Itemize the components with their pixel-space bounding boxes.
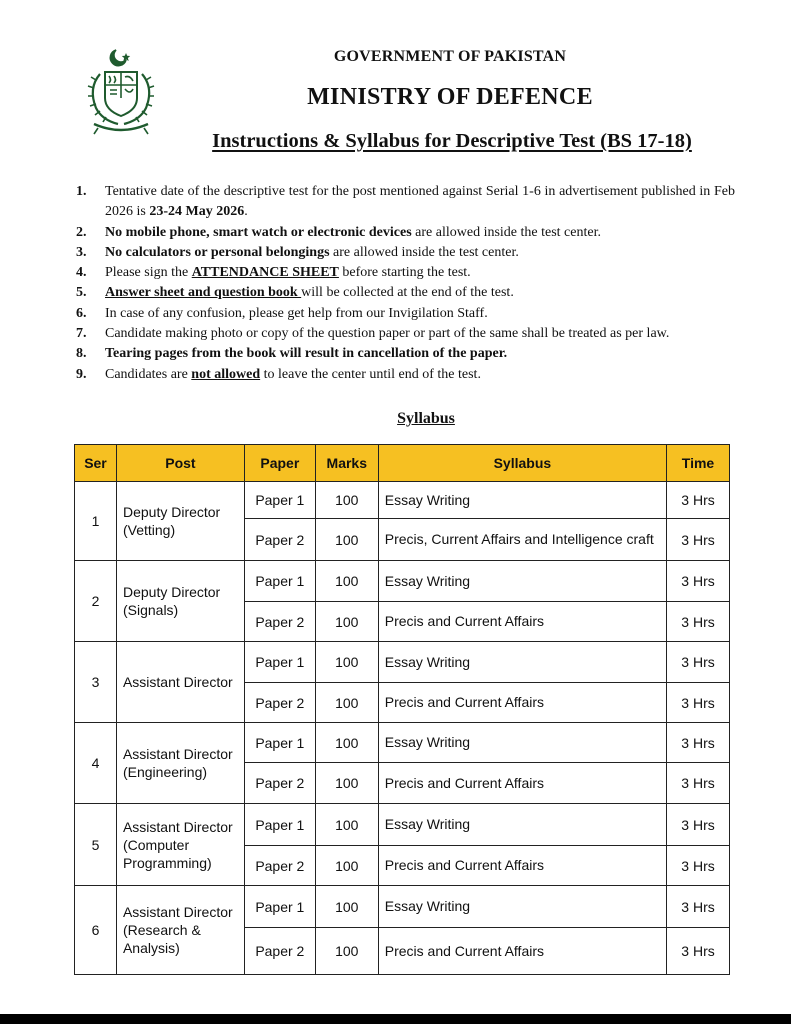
instructions-list bbox=[70, 182, 735, 385]
ser-cell: 6 bbox=[75, 886, 117, 975]
column-header-syllabus: Syllabus bbox=[378, 445, 666, 482]
instruction-text: Please sign the ATTENDANCE SHEET before starting the test. bbox=[105, 265, 471, 281]
syllabus-cell: Essay Writing bbox=[378, 804, 666, 846]
column-header-paper: Paper bbox=[244, 445, 315, 482]
table-row bbox=[75, 561, 730, 602]
marks-cell: 100 bbox=[315, 482, 378, 519]
time-cell: 3 Hrs bbox=[667, 804, 730, 846]
marks-cell: 100 bbox=[315, 928, 378, 975]
instruction-number: 2. bbox=[76, 224, 87, 240]
bottom-border bbox=[0, 1014, 791, 1024]
instruction-item bbox=[70, 182, 735, 223]
paper-cell: Paper 1 bbox=[244, 804, 315, 846]
instruction-number: 4. bbox=[76, 265, 87, 281]
syllabus-cell: Essay Writing bbox=[378, 642, 666, 683]
paper-cell: Paper 1 bbox=[244, 561, 315, 602]
instruction-number: 6. bbox=[76, 305, 87, 321]
syllabus-table bbox=[74, 444, 730, 975]
ser-cell: 4 bbox=[75, 723, 117, 804]
post-cell: Assistant Director (Computer Programming) bbox=[116, 804, 244, 886]
time-cell: 3 Hrs bbox=[667, 561, 730, 602]
instruction-item bbox=[70, 344, 735, 364]
marks-cell: 100 bbox=[315, 723, 378, 763]
ser-cell: 2 bbox=[75, 561, 117, 642]
table-row bbox=[75, 723, 730, 763]
syllabus-cell: Precis and Current Affairs bbox=[378, 846, 666, 886]
post-cell: Assistant Director (Research & Analysis) bbox=[116, 886, 244, 975]
syllabus-cell: Precis, Current Affairs and Intelligence craft bbox=[378, 519, 666, 561]
time-cell: 3 Hrs bbox=[667, 763, 730, 804]
instruction-item bbox=[70, 283, 735, 303]
instruction-text: Candidate making photo or copy of the question paper or part of the same shall be treated as per law. bbox=[105, 326, 670, 342]
syllabus-heading: Syllabus bbox=[397, 410, 455, 427]
syllabus-cell: Essay Writing bbox=[378, 723, 666, 763]
instruction-text: Tearing pages from the book will result in cancellation of the paper. bbox=[105, 346, 508, 362]
instruction-number: 7. bbox=[76, 326, 87, 342]
syllabus-cell: Essay Writing bbox=[378, 886, 666, 928]
instruction-text: Candidates are not allowed to leave the center until end of the test. bbox=[105, 366, 481, 382]
syllabus-cell: Essay Writing bbox=[378, 561, 666, 602]
time-cell: 3 Hrs bbox=[667, 683, 730, 723]
ser-cell: 5 bbox=[75, 804, 117, 886]
marks-cell: 100 bbox=[315, 602, 378, 642]
instruction-item bbox=[70, 263, 735, 283]
marks-cell: 100 bbox=[315, 642, 378, 683]
post-cell: Deputy Director (Vetting) bbox=[116, 482, 244, 561]
time-cell: 3 Hrs bbox=[667, 886, 730, 928]
government-heading: GOVERNMENT OF PAKISTAN bbox=[333, 48, 567, 65]
syllabus-cell: Precis and Current Affairs bbox=[378, 763, 666, 804]
marks-cell: 100 bbox=[315, 519, 378, 561]
paper-cell: Paper 2 bbox=[244, 602, 315, 642]
syllabus-cell: Precis and Current Affairs bbox=[378, 928, 666, 975]
instruction-item bbox=[70, 243, 735, 263]
instruction-item bbox=[70, 324, 735, 344]
marks-cell: 100 bbox=[315, 804, 378, 846]
marks-cell: 100 bbox=[315, 886, 378, 928]
ser-cell: 1 bbox=[75, 482, 117, 561]
instruction-text: Tentative date of the descriptive test for the post mentioned against Serial 1-6 in advertisement published in Feb 2026 is 23-24 May 2026. bbox=[105, 184, 735, 220]
table-header-row bbox=[75, 445, 730, 482]
instruction-number: 3. bbox=[76, 244, 87, 260]
instruction-item bbox=[70, 223, 735, 243]
paper-cell: Paper 2 bbox=[244, 846, 315, 886]
marks-cell: 100 bbox=[315, 683, 378, 723]
time-cell: 3 Hrs bbox=[667, 846, 730, 886]
post-cell: Deputy Director (Signals) bbox=[116, 561, 244, 642]
ser-cell: 3 bbox=[75, 642, 117, 723]
instruction-number: 8. bbox=[76, 346, 87, 362]
time-cell: 3 Hrs bbox=[667, 642, 730, 683]
marks-cell: 100 bbox=[315, 846, 378, 886]
column-header-ser: Ser bbox=[75, 445, 117, 482]
paper-cell: Paper 1 bbox=[244, 886, 315, 928]
ministry-heading: MINISTRY OF DEFENCE bbox=[307, 84, 593, 110]
instruction-item bbox=[70, 365, 735, 385]
paper-cell: Paper 2 bbox=[244, 683, 315, 723]
instruction-number: 1. bbox=[76, 184, 87, 199]
table-row bbox=[75, 642, 730, 683]
instruction-item bbox=[70, 304, 735, 324]
instruction-text: Answer sheet and question book will be collected at the end of the test. bbox=[105, 285, 514, 301]
instruction-text: No calculators or personal belongings are allowed inside the test center. bbox=[105, 244, 519, 260]
instruction-number: 9. bbox=[76, 366, 87, 382]
column-header-post: Post bbox=[116, 445, 244, 482]
syllabus-cell: Essay Writing bbox=[378, 482, 666, 519]
syllabus-cell: Precis and Current Affairs bbox=[378, 602, 666, 642]
paper-cell: Paper 2 bbox=[244, 519, 315, 561]
time-cell: 3 Hrs bbox=[667, 482, 730, 519]
paper-cell: Paper 2 bbox=[244, 928, 315, 975]
marks-cell: 100 bbox=[315, 763, 378, 804]
column-header-marks: Marks bbox=[315, 445, 378, 482]
post-cell: Assistant Director (Engineering) bbox=[116, 723, 244, 804]
time-cell: 3 Hrs bbox=[667, 723, 730, 763]
time-cell: 3 Hrs bbox=[667, 602, 730, 642]
column-header-time: Time bbox=[667, 445, 730, 482]
instruction-text: In case of any confusion, please get help from our Invigilation Staff. bbox=[105, 305, 488, 321]
marks-cell: 100 bbox=[315, 561, 378, 602]
state-emblem-icon bbox=[76, 46, 166, 138]
paper-cell: Paper 1 bbox=[244, 642, 315, 683]
paper-cell: Paper 2 bbox=[244, 763, 315, 804]
instruction-text: No mobile phone, smart watch or electronic devices are allowed inside the test center. bbox=[105, 224, 601, 240]
table-row bbox=[75, 886, 730, 928]
syllabus-cell: Precis and Current Affairs bbox=[378, 683, 666, 723]
table-row bbox=[75, 804, 730, 846]
post-cell: Assistant Director bbox=[116, 642, 244, 723]
instruction-number: 5. bbox=[76, 285, 87, 301]
table-row bbox=[75, 482, 730, 519]
document-title: Instructions & Syllabus for Descriptive Test (BS 17-18) bbox=[212, 130, 692, 152]
time-cell: 3 Hrs bbox=[667, 519, 730, 561]
paper-cell: Paper 1 bbox=[244, 482, 315, 519]
time-cell: 3 Hrs bbox=[667, 928, 730, 975]
paper-cell: Paper 1 bbox=[244, 723, 315, 763]
